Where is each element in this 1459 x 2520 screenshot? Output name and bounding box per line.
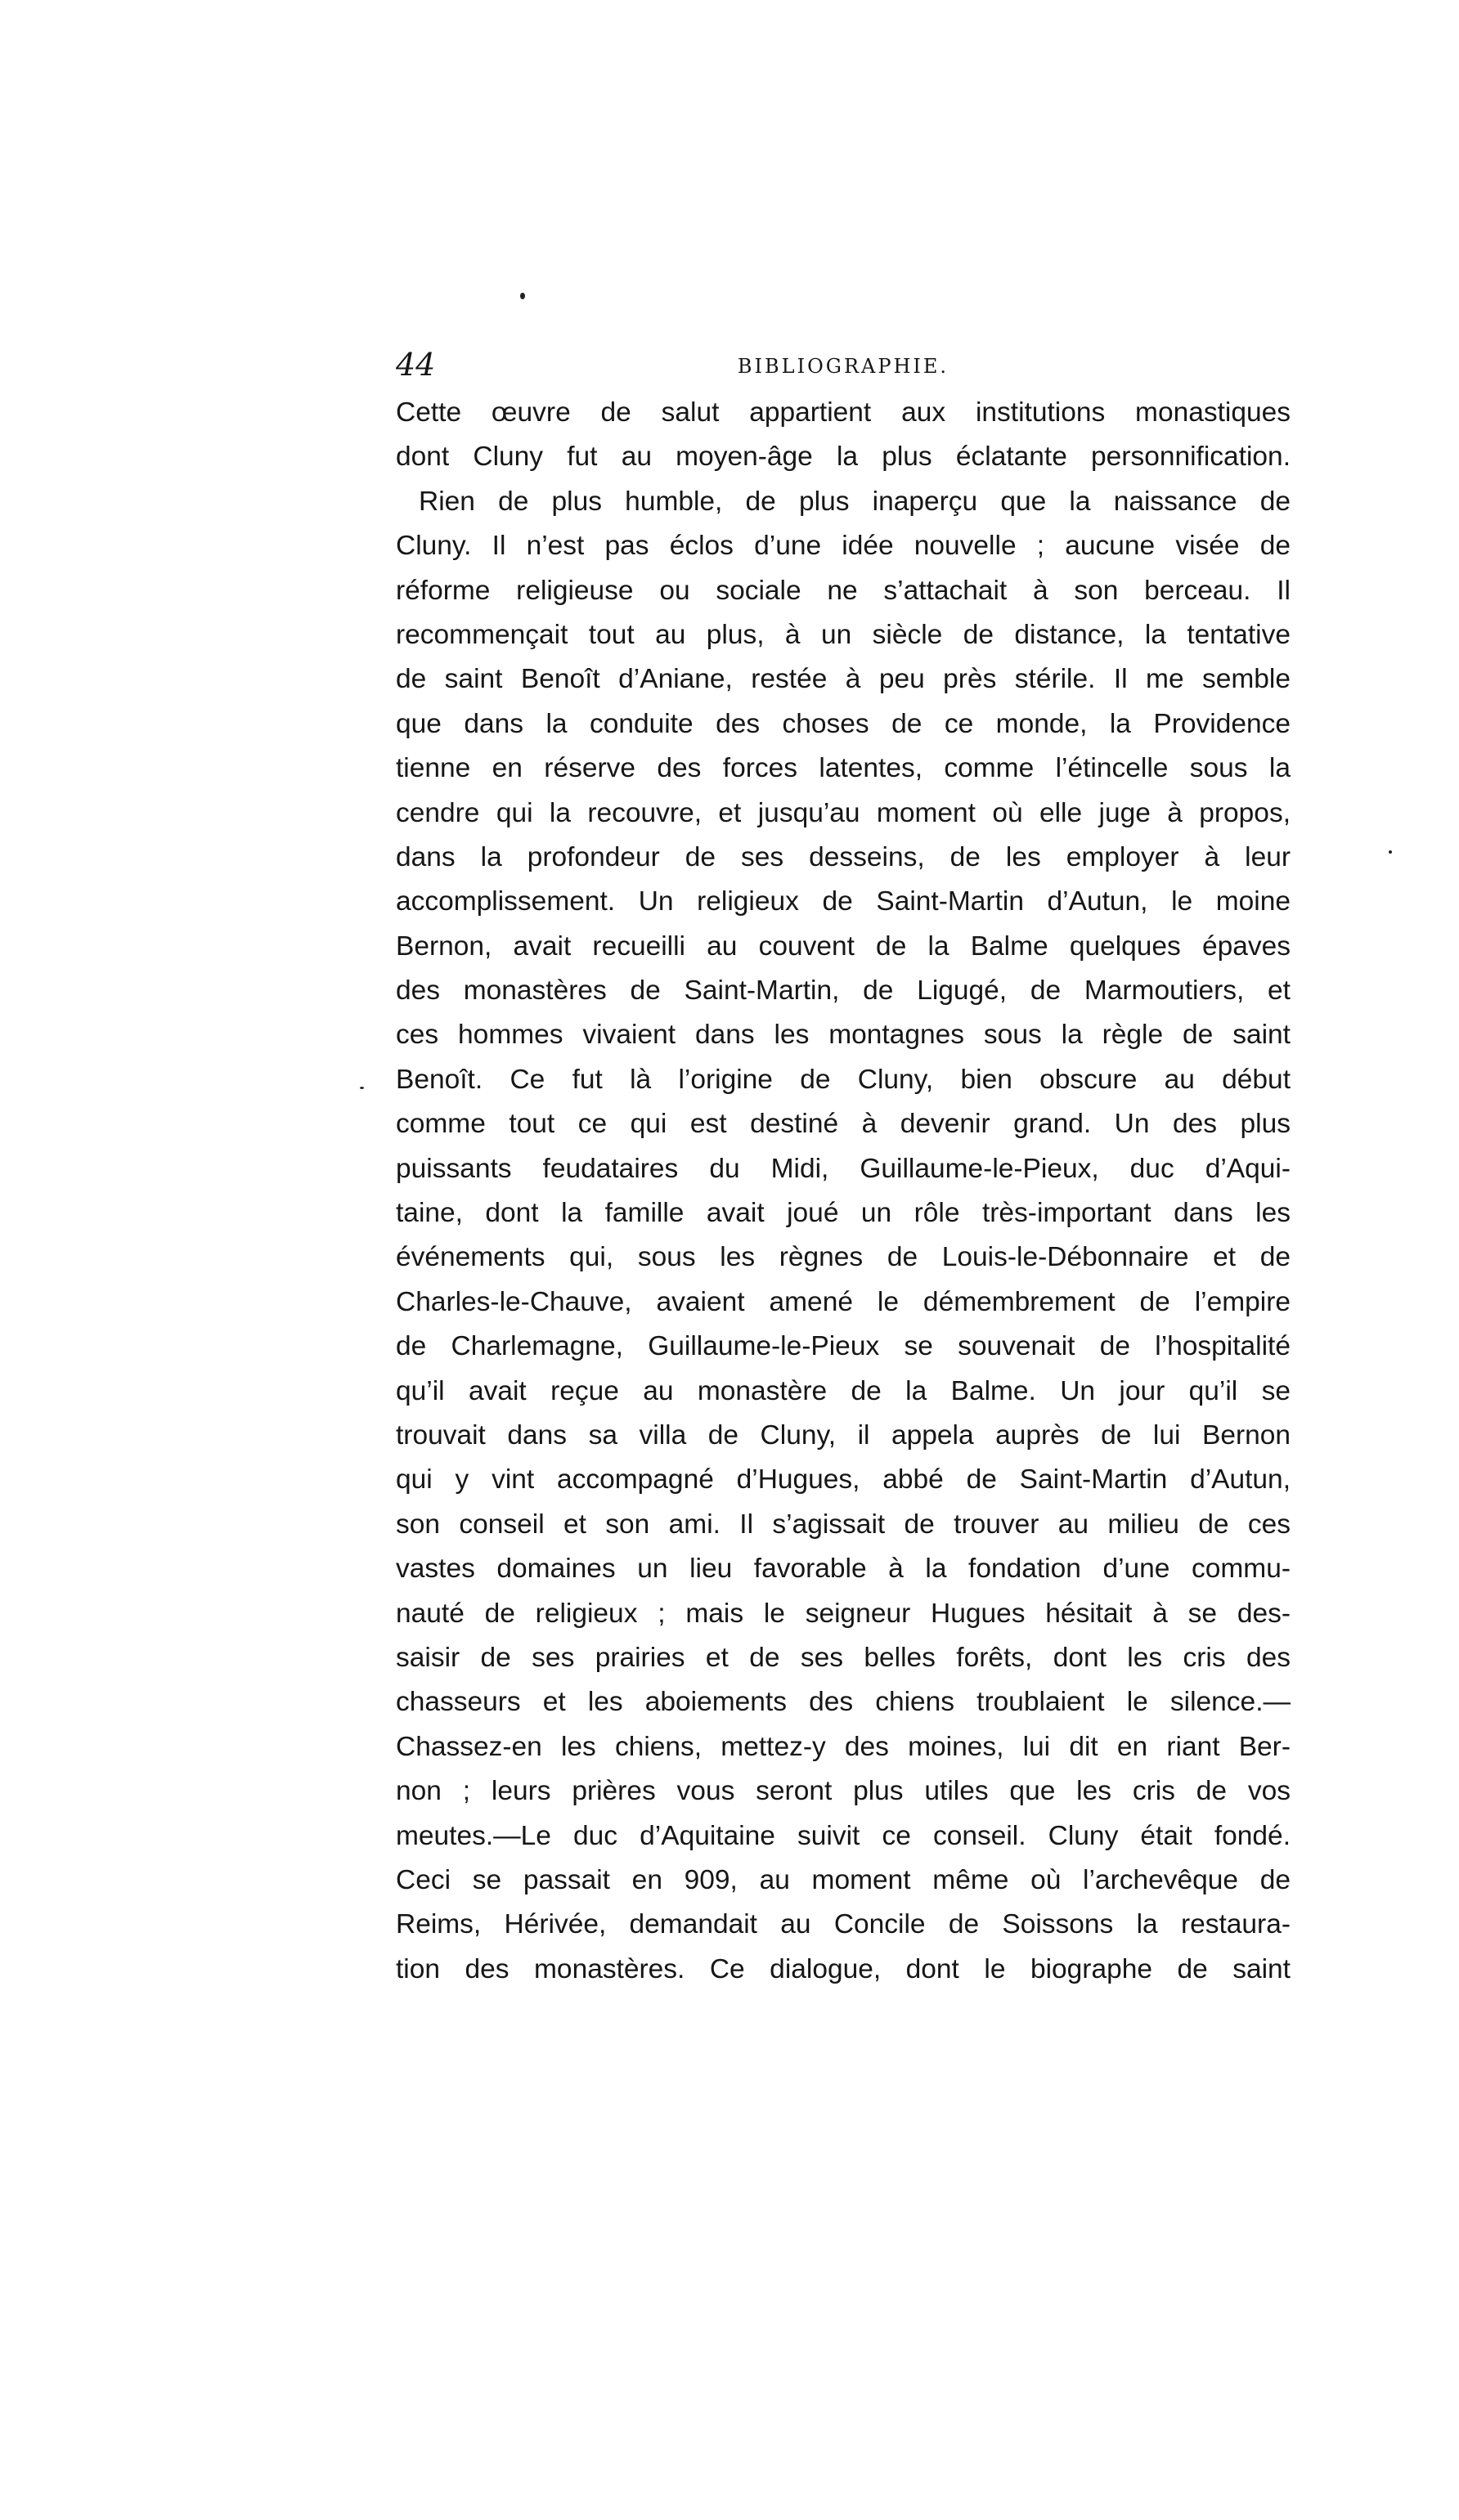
text-line: Bernon, avait recueilli au couvent de la Balme quelques épaves [396,930,1291,962]
text-line: tion des monastères. Ce dialogue, dont le biographe de saint [396,1953,1291,1984]
text-line: non ; leurs prières vous seront plus utiles que les cris de vos [396,1776,1291,1807]
ink-speck [1389,850,1392,854]
text-line: saisir de ses prairies et de ses belles forêts, dont les cris des [396,1642,1291,1673]
ink-speck [360,1087,364,1089]
text-line: meutes.—Le duc d’Aquitaine suivit ce conseil. Cluny était fondé. [396,1820,1291,1851]
text-line: tienne en réserve des forces latentes, comme l’étincelle sous la [396,753,1291,784]
text-line: nauté de religieux ; mais le seigneur Hugues hésitait à se des- [396,1598,1291,1629]
text-line: trouvait dans sa villa de Cluny, il appela auprès de lui Bernon [396,1419,1291,1451]
text-line: dont Cluny fut au moyen-âge la plus éclatante personnification. [396,442,1291,473]
text-line: son conseil et son ami. Il s’agissait de trouver au milieu de ces [396,1509,1291,1540]
text-line: comme tout ce qui est destiné à devenir grand. Un des plus [396,1109,1291,1140]
text-line: dans la profondeur de ses desseins, de les employer à leur [396,841,1291,872]
text-line: événements qui, sous les règnes de Louis-le-Débonnaire et de [396,1242,1291,1273]
text-line: Benoît. Ce fut là l’origine de Cluny, bien obscure au début [396,1064,1291,1095]
text-line: chasseurs et les aboiements des chiens troublaient le silence.— [396,1687,1291,1718]
text-line: recommençait tout au plus, à un siècle de distance, la tentative [396,619,1291,650]
text-line: qui y vint accompagné d’Hugues, abbé de Saint-Martin d’Autun, [396,1464,1291,1495]
text-line: Ceci se passait en 909, au moment même où l’archevêque de [396,1864,1291,1895]
ink-speck [520,293,525,299]
text-line: de Charlemagne, Guillaume-le-Pieux se souvenait de l’hospitalité [396,1331,1291,1362]
text-line: vastes domaines un lieu favorable à la fondation d’une commu- [396,1554,1291,1585]
text-line: Chassez-en les chiens, mettez-y des moines, lui dit en riant Ber- [396,1731,1291,1762]
text-line: que dans la conduite des choses de ce monde, la Providence [396,708,1291,739]
text-line: cendre qui la recouvre, et jusqu’au moment où elle juge à propos, [396,797,1291,828]
text-line: Rien de plus humble, de plus inaperçu que la naissance de [419,486,1291,517]
page-header [396,345,1291,386]
text-line: Cette œuvre de salut appartient aux institutions monastiques [396,397,1291,428]
running-head: BIBLIOGRAPHIE. [737,355,949,378]
text-line: des monastères de Saint-Martin, de Ligugé, de Marmoutiers, et [396,975,1291,1007]
text-line: réforme religieuse ou sociale ne s’attachait à son berceau. Il [396,575,1291,606]
text-line: taine, dont la famille avait joué un rôle très-important dans les [396,1198,1291,1229]
text-line: de saint Benoît d’Aniane, restée à peu près stérile. Il me semble [396,664,1291,695]
page-number: 44 [396,347,436,383]
text-line: Charles-le-Chauve, avaient amené le démembrement de l’empire [396,1286,1291,1317]
text-line: Cluny. Il n’est pas éclos d’une idée nouvelle ; aucune visée de [396,531,1291,562]
text-line: ces hommes vivaient dans les montagnes sous la règle de saint [396,1020,1291,1051]
text-line: qu’il avait reçue au monastère de la Balme. Un jour qu’il se [396,1375,1291,1406]
text-line: Reims, Hérivée, demandait au Concile de Soissons la restaura- [396,1909,1291,1940]
text-line: puissants feudataires du Midi, Guillaume-le-Pieux, duc d’Aqui- [396,1153,1291,1184]
text-line: accomplissement. Un religieux de Saint-Martin d’Autun, le moine [396,886,1291,917]
body-text [396,391,1291,1992]
